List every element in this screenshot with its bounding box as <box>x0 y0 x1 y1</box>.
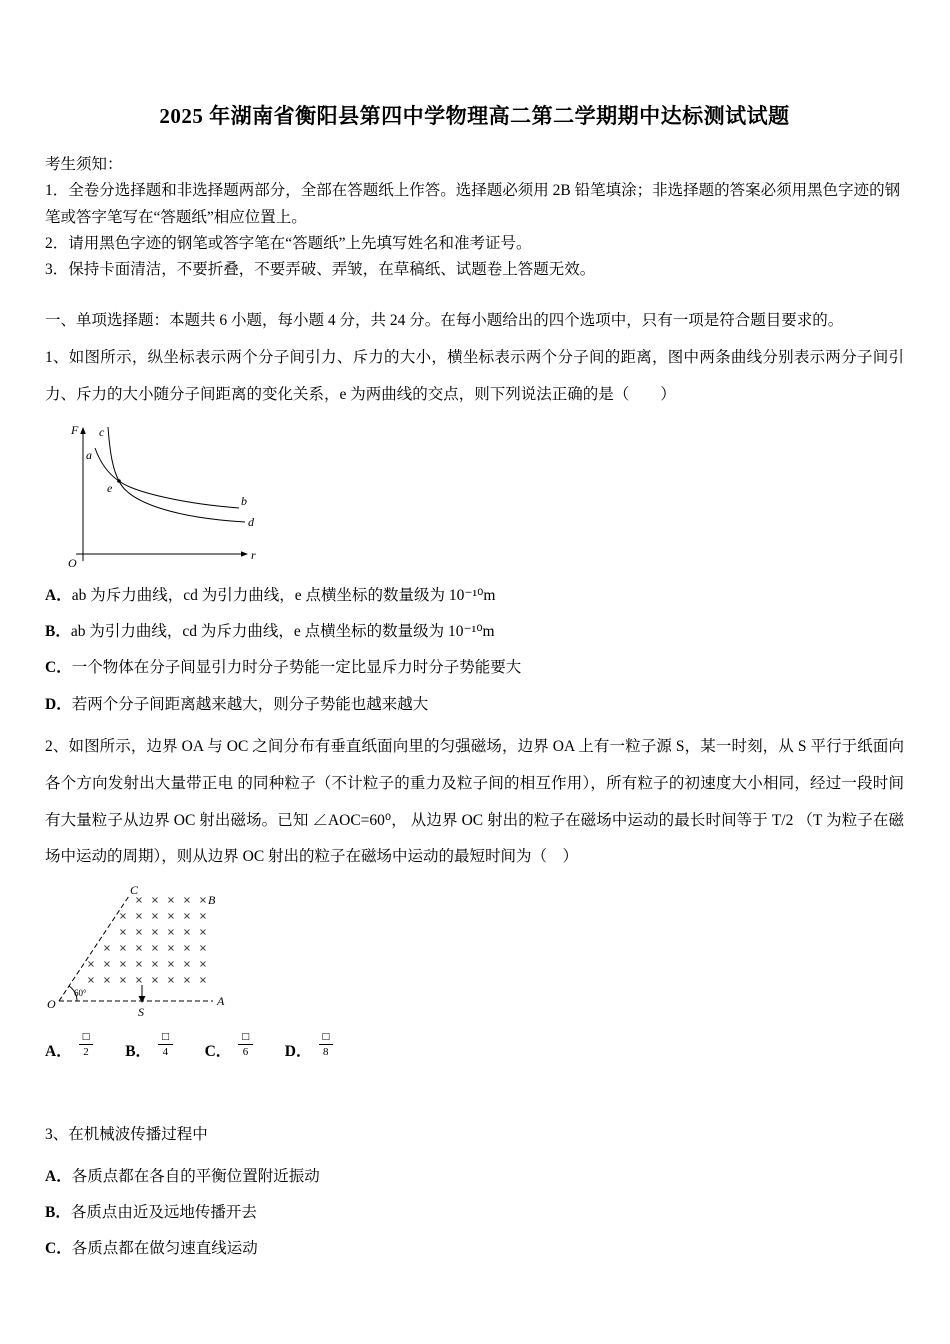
field-into-page-symbol: × <box>118 943 128 955</box>
curve-label-c: c <box>99 424 105 439</box>
vertex-label-a: A <box>217 994 225 1009</box>
fraction-denominator: 4 <box>162 1046 169 1059</box>
q1-option-b-text: ab 为引力曲线，cd 为斥力曲线，e 点横坐标的数量级为 10⁻¹⁰m <box>70 623 495 641</box>
field-into-page-symbol: × <box>134 911 144 923</box>
fraction-numerator: □ <box>238 1033 253 1045</box>
q1-option-b-label: B． <box>45 623 71 641</box>
field-into-page-symbol: × <box>198 895 208 907</box>
curve-label-d: d <box>248 514 254 529</box>
field-into-page-symbol: × <box>166 959 176 971</box>
field-into-page-symbol: × <box>134 975 144 987</box>
curve-a-b <box>95 448 239 508</box>
field-into-page-symbol: × <box>182 975 192 987</box>
question-2-options <box>45 1032 904 1061</box>
field-into-page-symbol: × <box>118 975 128 987</box>
field-into-page-symbol: × <box>150 975 160 987</box>
q1-option-c-text: 一个物体在分子间显引力时分子势能一定比显斥力时分子势能要大 <box>71 659 522 677</box>
field-into-page-symbol: × <box>134 959 144 971</box>
field-into-page-symbol: × <box>150 943 160 955</box>
field-into-page-symbol: × <box>182 943 192 955</box>
question-1 <box>45 340 904 716</box>
question-1-options <box>45 584 904 716</box>
field-into-page-symbol: × <box>134 895 144 907</box>
question-2 <box>45 729 904 1061</box>
q2-option-b <box>125 1032 172 1061</box>
field-into-page-symbol: × <box>182 927 192 939</box>
q1-option-a-label: A． <box>45 586 72 604</box>
field-into-page-symbol: × <box>182 911 192 923</box>
fraction-denominator: 2 <box>83 1046 89 1059</box>
field-into-page-symbol: × <box>86 959 96 971</box>
q2-field-symbols <box>87 895 207 986</box>
field-into-page-symbol: × <box>118 911 128 923</box>
field-into-page-symbol: × <box>182 895 192 907</box>
field-into-page-symbol: × <box>102 975 112 987</box>
notice-item-2: 2．请用黑色字迹的钢笔或答字笔在“答题纸”上先填写姓名和准考证号。 <box>45 235 532 253</box>
q1-option-c <box>45 656 904 679</box>
point-label-e: e <box>107 480 113 495</box>
angle-label: 60° <box>74 988 87 999</box>
field-into-page-symbol: × <box>166 943 176 955</box>
q2-option-d-label: D． <box>284 1043 312 1061</box>
fraction-denominator: 6 <box>242 1046 249 1059</box>
field-into-page-symbol: × <box>150 895 160 907</box>
question-3-stem: 3、在机械波传播过程中 <box>45 1126 208 1144</box>
r-axis-label: r <box>251 547 256 562</box>
field-into-page-symbol: × <box>102 943 112 955</box>
field-label-b: B <box>208 893 216 908</box>
q1-option-c-label: C． <box>45 659 72 677</box>
notice-header: 考生须知： <box>45 156 123 173</box>
curve-label-a: a <box>86 447 92 462</box>
q1-option-d <box>45 693 904 716</box>
question-2-stem: 2、如图所示，边界 OA 与 OC 之间分布有垂直纸面向里的匀强磁场，边界 OA 上有一粒子源 S，某一时刻，从 S 平行于纸面向各个方向发射出大量带正电 的同种粒子（不计粒子的重力及粒子间的相互作用），所有粒子的初速度大小相同，经过一段时间有大量粒子从边界 OC 射出磁场。已知 ∠AOC=60⁰， 从边界 OC 射出的粒子在磁场中运动的最长时间等于 T/2 （T 为粒子在磁场中运动的周期），则从边界 OC 射出的粒子在磁场中运动的最短时间为（ ） <box>45 737 904 866</box>
q3-option-c <box>45 1237 904 1260</box>
q1-option-a-text: ab 为斥力曲线，cd 为引力曲线，e 点横坐标的数量级为 10⁻¹⁰m <box>71 586 496 604</box>
particle-arrow-head <box>139 996 146 1003</box>
field-into-page-symbol: × <box>166 895 176 907</box>
q3-option-b-text: 各质点由近及远地传播开去 <box>70 1203 257 1221</box>
field-into-page-symbol: × <box>198 927 208 939</box>
field-into-page-symbol: × <box>150 911 160 923</box>
fraction-denominator: 8 <box>323 1046 329 1059</box>
field-into-page-symbol: × <box>166 927 176 939</box>
candidate-notice-section <box>45 152 904 284</box>
q2-option-c <box>204 1032 253 1061</box>
question-1-figure <box>55 418 904 570</box>
q2-option-a-fraction <box>79 1033 94 1058</box>
q2-option-a <box>45 1032 93 1061</box>
question-1-stem: 1、如图所示，纵坐标表示两个分子间引力、斥力的大小，横坐标表示两个分子间的距离，图中两条曲线分别表示两分子间引力、斥力的大小随分子间距离的变化关系，e 为两曲线的交点，则下列说法正确的是（ ） <box>45 349 904 403</box>
field-into-page-symbol: × <box>198 975 208 987</box>
q2-option-b-label: B． <box>125 1043 152 1061</box>
q3-option-b <box>45 1201 904 1224</box>
field-into-page-symbol: × <box>150 927 160 939</box>
f-axis-label: F <box>71 422 79 437</box>
q2-option-c-fraction <box>238 1033 253 1058</box>
fraction-numerator: □ <box>79 1033 94 1045</box>
question-3 <box>45 1123 904 1260</box>
x-axis-arrowhead <box>241 551 248 557</box>
field-into-page-symbol: × <box>198 911 208 923</box>
fraction-numerator: □ <box>158 1033 173 1045</box>
field-into-page-symbol: × <box>86 975 96 987</box>
notice-item-3: 3．保持卡面清洁，不要折叠，不要弄破、弄皱，在草稿纸、试题卷上答题无效。 <box>45 261 596 279</box>
q2-option-b-fraction <box>158 1033 173 1058</box>
q1-option-a <box>45 584 904 607</box>
curve-label-b: b <box>241 493 247 508</box>
q2-option-d <box>284 1032 333 1061</box>
field-into-page-symbol: × <box>118 959 128 971</box>
q3-option-c-label: C． <box>45 1240 72 1258</box>
question-3-options <box>45 1165 904 1261</box>
q3-option-a-label: A． <box>45 1167 72 1185</box>
origin-label-o: O <box>47 997 56 1012</box>
q2-option-a-label: A． <box>45 1043 72 1061</box>
q3-option-a <box>45 1165 904 1188</box>
q1-option-b <box>45 620 904 643</box>
point-e-dot <box>117 479 121 483</box>
field-into-page-symbol: × <box>198 959 208 971</box>
field-into-page-symbol: × <box>182 959 192 971</box>
notice-item-1: 1．全卷分选择题和非选择题两部分，全部在答题纸上作答。选择题必须用 2B 铅笔填涂；非选择题的答案必须用黑色字迹的钢笔或答字笔写在“答题纸”相应位置上。 <box>45 182 901 226</box>
q3-option-a-text: 各质点都在各自的平衡位置附近振动 <box>71 1167 320 1185</box>
magnetic-field-region-figure <box>45 884 245 1024</box>
field-into-page-symbol: × <box>134 943 144 955</box>
q3-option-b-label: B． <box>45 1203 71 1221</box>
vertex-label-c: C <box>130 884 139 898</box>
fraction-numerator: □ <box>319 1033 334 1045</box>
field-into-page-symbol: × <box>102 959 112 971</box>
field-into-page-symbol: × <box>198 943 208 955</box>
field-into-page-symbol: × <box>118 927 128 939</box>
q2-option-d-fraction <box>319 1033 334 1058</box>
y-axis-arrowhead <box>80 427 86 434</box>
document-title: 2025 年湖南省衡阳县第四中学物理高二第二学期期中达标测试试题 <box>159 104 790 128</box>
origin-label: O <box>68 555 77 570</box>
q2-option-c-label: C． <box>204 1043 232 1061</box>
curve-c-d <box>108 427 245 522</box>
field-into-page-symbol: × <box>150 959 160 971</box>
q3-option-c-text: 各质点都在做匀速直线运动 <box>71 1240 258 1258</box>
q1-option-d-text: 若两个分子间距离越来越大，则分子势能也越来越大 <box>71 695 429 713</box>
q1-option-d-label: D． <box>45 695 72 713</box>
force-distance-graph <box>55 418 260 570</box>
field-into-page-symbol: × <box>166 975 176 987</box>
section-1-header: 一、单项选择题：本题共 6 小题，每小题 4 分，共 24 分。在每小题给出的四个选项中，只有一项是符合题目要求的。 <box>45 311 844 329</box>
question-2-figure <box>45 884 904 1024</box>
source-label-s: S <box>138 1005 144 1020</box>
field-into-page-symbol: × <box>134 927 144 939</box>
field-into-page-symbol: × <box>166 911 176 923</box>
